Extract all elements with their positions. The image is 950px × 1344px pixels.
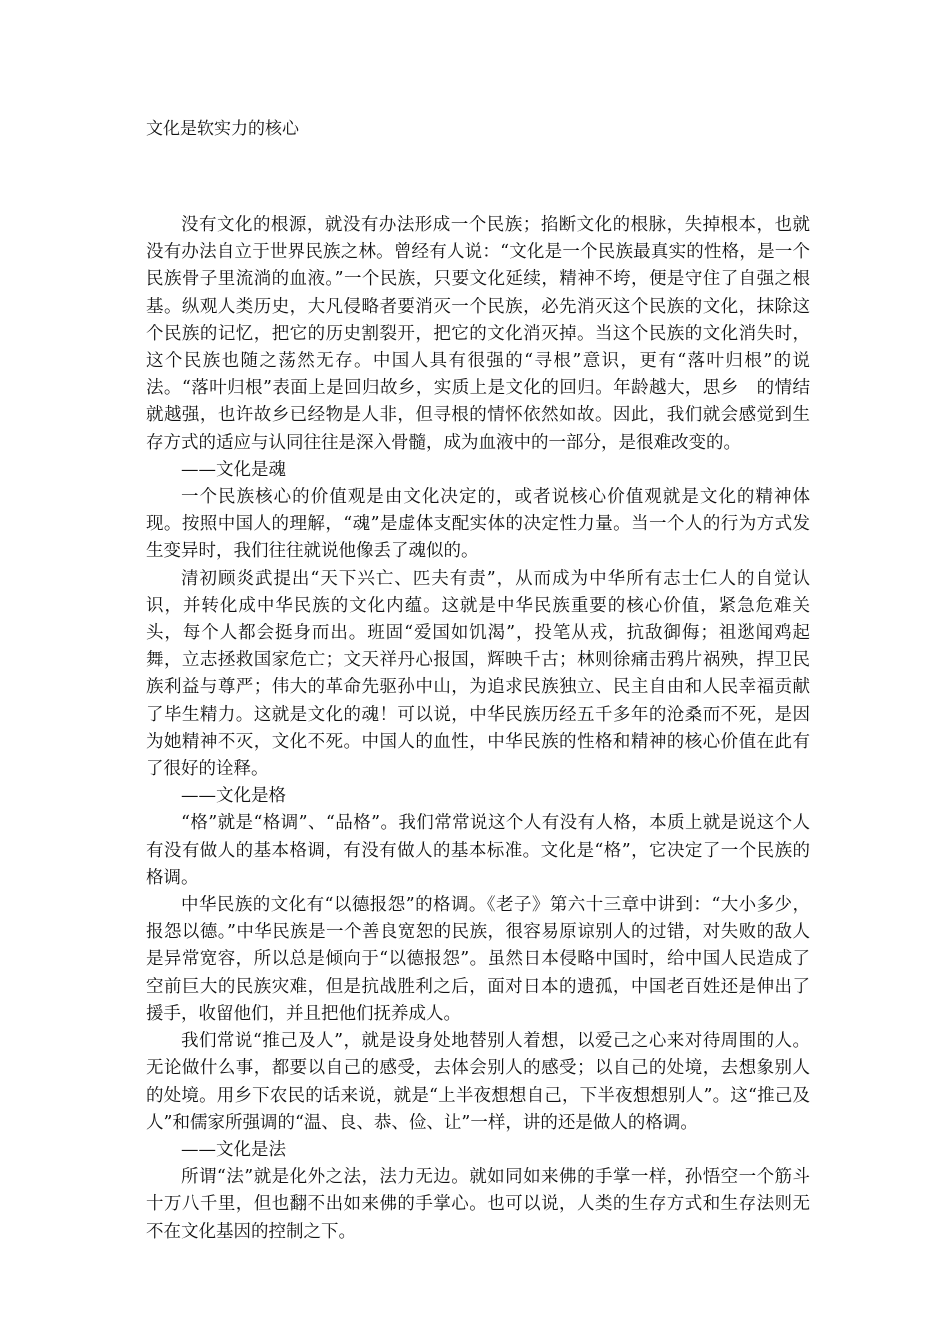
paragraph: 一个民族核心的价值观是由文化决定的，或者说核心价值观就是文化的精神体现。按照中国人的理解，“魂”是虚体支配实体的决定性力量。当一个人的行为方式发生变异时，我们往往就说他像丢了魂似的。 <box>146 487 810 562</box>
paragraph: 没有文化的根源，就没有办法形成一个民族；掐断文化的根脉，失掉根本，也就没有办法自立于世界民族之林。曾经有人说：“文化是一个民族最真实的性格，是一个民族骨子里流淌的血液。”一个民族，只要文化延续，精神不垮，便是守住了自强之根基。纵观人类历史，大凡侵略者要消灭一个民族，必先消灭这个民族的文化，抹除这个民族的记忆，把它的历史割裂开，把它的文化消灭掉。当这个民族的文化消失时，这个民族也随之荡然无存。中国人具有很强的“寻根”意识，更有“落叶归根”的说法。“落叶归根”表面上是回归故乡，实质上是文化的回归。年龄越大，思乡 的情结就越强，也许故乡已经物是人非，但寻根的情怀依然如故。因此，我们就会感觉到生存方式的适应与认同往往是深入骨髓，成为血液中的一部分，是很难改变的。 <box>146 215 810 453</box>
section-marker-soul: ——文化是魂 <box>181 459 286 480</box>
paragraph: 所谓“法”就是化外之法，法力无边。就如同如来佛的手掌一样，孙悟空一个筋斗十万八千里，但也翻不出如来佛的手掌心。也可以说，人类的生存方式和生存法则无不在文化基因的控制之下。 <box>146 1167 810 1242</box>
section-marker-character: ——文化是格 <box>181 786 286 807</box>
paragraph: “格”就是“格调”、“品格”。我们常常说这个人有没有人格，本质上就是说这个人有没有做人的基本格调，有没有做人的基本标准。文化是“格”，它决定了一个民族的格调。 <box>146 813 810 888</box>
document-body <box>146 212 810 1246</box>
section-marker-law: ——文化是法 <box>181 1139 286 1160</box>
paragraph: 清初顾炎武提出“天下兴亡、匹夫有责”，从而成为中华所有志士仁人的自觉认识，并转化成中华民族的文化内蕴。这就是中华民族重要的核心价值，紧急危难关头，每个人都会挺身而出。班固“爱国如饥渴”，投笔从戎，抗敌御侮；祖逖闻鸡起舞，立志拯救国家危亡；文天祥丹心报国，辉映千古；林则徐痛击鸦片祸殃，捍卫民族利益与尊严；伟大的革命先驱孙中山，为追求民族独立、民主自由和人民幸福贡献了毕生精力。这就是文化的魂！可以说，中华民族历经五千多年的沧桑而不死，是因为她精神不灭，文化不死。中国人的血性，中华民族的性格和精神的核心价值在此有了很好的诠释。 <box>146 568 810 780</box>
document-title: 文化是软实力的核心 <box>146 119 299 139</box>
paragraph: 中华民族的文化有“以德报怨”的格调。《老子》第六十三章中讲到：“大小多少，报怨以德。”中华民族是一个善良宽恕的民族，很容易原谅别人的过错，对失败的敌人是异常宽容，所以总是倾向于“以德报怨”。虽然日本侵略中国时，给中国人民造成了空前巨大的民族灾难，但是抗战胜利之后，面对日本的遗孤，中国老百姓还是伸出了援手，收留他们，并且把他们抚养成人。 <box>146 895 810 1024</box>
paragraph: 我们常说“推己及人”，就是设身处地替别人着想，以爱己之心来对待周围的人。无论做什么事，都要以自己的感受，去体会别人的感受；以自己的处境，去想象别人的处境。用乡下农民的话来说，就是“上半夜想想自己，下半夜想想别人”。这“推己及人”和儒家所强调的“温、良、恭、俭、让”一样，讲的还是做人的格调。 <box>146 1031 810 1133</box>
